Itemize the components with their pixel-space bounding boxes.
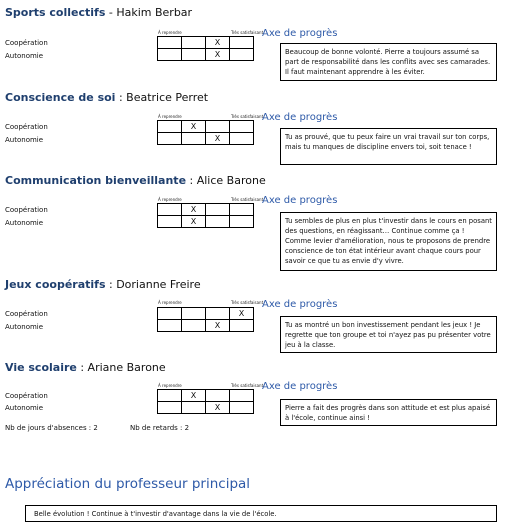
- principal-title: Appréciation du professeur principal: [5, 476, 251, 492]
- rating-cell: [182, 133, 206, 145]
- rating-row: [158, 320, 254, 332]
- scale-low-label: À reprendre: [158, 197, 182, 202]
- rating-cell: [158, 402, 182, 414]
- rating-cell: [182, 308, 206, 320]
- rating-row: [158, 121, 254, 133]
- rating-cell: X: [182, 121, 206, 133]
- teacher-name: : Dorianne Freire: [105, 278, 201, 291]
- rating-grid: [157, 120, 254, 145]
- rating-cell: [158, 216, 182, 228]
- rating-cell: [182, 320, 206, 332]
- scale-low-label: À reprendre: [158, 30, 182, 35]
- rating-cell: [182, 49, 206, 61]
- rating-cell: X: [206, 402, 230, 414]
- rating-cell: [158, 121, 182, 133]
- absences-count: Nb de jours d'absences : 2: [5, 424, 98, 432]
- criterion-label: Coopération: [5, 123, 48, 131]
- comment-box: Tu as prouvé, que tu peux faire un vrai travail sur ton corps, mais tu manques de discipline envers toi, soit tenace !: [280, 128, 497, 165]
- rating-cell: [158, 49, 182, 61]
- axe-de-progres-label: Axe de progrès: [262, 112, 338, 123]
- rating-grid: [157, 307, 254, 332]
- rating-row: [158, 308, 254, 320]
- comment-box: Beaucoup de bonne volonté. Pierre a toujours assumé sa part de responsabilité dans les conflits avec ses camarades. Il faut maintenant apprendre à les éviter.: [280, 43, 497, 81]
- scale-low-label: À reprendre: [158, 114, 182, 119]
- rating-cell: [158, 133, 182, 145]
- subject-name: Sports collectifs: [5, 6, 106, 19]
- rating-cell: [206, 121, 230, 133]
- rating-cell: [158, 37, 182, 49]
- teacher-name: : Beatrice Perret: [115, 91, 209, 104]
- rating-cell: [230, 390, 254, 402]
- criterion-label: Autonomie: [5, 136, 44, 144]
- section-title: [5, 174, 266, 187]
- rating-cell: [206, 390, 230, 402]
- rating-cell: [158, 204, 182, 216]
- rating-cell: X: [206, 133, 230, 145]
- rating-row: [158, 390, 254, 402]
- section-title: [5, 361, 166, 374]
- teacher-name: - Hakim Berbar: [105, 6, 193, 19]
- rating-cell: [158, 320, 182, 332]
- rating-row: [158, 204, 254, 216]
- rating-row: [158, 216, 254, 228]
- rating-cell: [230, 216, 254, 228]
- criterion-label: Coopération: [5, 310, 48, 318]
- rating-row: [158, 49, 254, 61]
- rating-cell: [206, 308, 230, 320]
- rating-cell: [230, 121, 254, 133]
- criterion-label: Coopération: [5, 392, 48, 400]
- criterion-label: Autonomie: [5, 52, 44, 60]
- section-title: [5, 278, 201, 291]
- axe-de-progres-label: Axe de progrès: [262, 28, 338, 39]
- rating-cell: X: [206, 320, 230, 332]
- rating-cell: [206, 216, 230, 228]
- axe-de-progres-label: Axe de progrès: [262, 195, 338, 206]
- rating-cell: [230, 402, 254, 414]
- rating-cell: X: [230, 308, 254, 320]
- scale-high-label: Très satisfaisant: [231, 114, 264, 119]
- rating-row: [158, 133, 254, 145]
- subject-name: Jeux coopératifs: [5, 278, 106, 291]
- scale-low-label: À reprendre: [158, 300, 182, 305]
- rating-row: [158, 402, 254, 414]
- rating-cell: [230, 133, 254, 145]
- rating-row: [158, 37, 254, 49]
- section-title: [5, 91, 208, 104]
- rating-cell: X: [206, 37, 230, 49]
- principal-comment-box: Belle évolution ! Continue à t'investir d'avantage dans la vie de l'école.: [25, 505, 497, 522]
- teacher-name: : Alice Barone: [186, 174, 266, 187]
- rating-cell: [230, 49, 254, 61]
- scale-high-label: Très satisfaisant: [231, 383, 264, 388]
- rating-cell: [158, 390, 182, 402]
- criterion-label: Autonomie: [5, 404, 44, 412]
- comment-box: Pierre a fait des progrès dans son attitude et est plus apaisé à l'école, continue ainsi !: [280, 399, 497, 426]
- rating-grid: [157, 36, 254, 61]
- criterion-label: Coopération: [5, 39, 48, 47]
- criterion-label: Coopération: [5, 206, 48, 214]
- subject-name: Conscience de soi: [5, 91, 116, 104]
- axe-de-progres-label: Axe de progrès: [262, 299, 338, 310]
- rating-cell: X: [182, 204, 206, 216]
- scale-high-label: Très satisfaisant: [231, 300, 264, 305]
- scale-high-label: Très satisfaisant: [231, 30, 264, 35]
- rating-cell: X: [182, 390, 206, 402]
- criterion-label: Autonomie: [5, 323, 44, 331]
- section-title: [5, 6, 192, 19]
- subject-name: Communication bienveillante: [5, 174, 187, 187]
- rating-cell: [230, 320, 254, 332]
- rating-cell: [206, 204, 230, 216]
- retards-count: Nb de retards : 2: [130, 424, 190, 432]
- rating-cell: [182, 37, 206, 49]
- rating-grid: [157, 389, 254, 414]
- comment-box: Tu sembles de plus en plus t'investir dans le cours en posant des questions, en réagissant… Continue comme ça ! Comme levier d'amélioration, nous te proposons de prendre conscience de ton état intérieur avant chaque cours pour savoir ce que tu as envie d'y vivre.: [280, 212, 497, 271]
- teacher-name: : Ariane Barone: [76, 361, 166, 374]
- axe-de-progres-label: Axe de progrès: [262, 381, 338, 392]
- rating-cell: X: [206, 49, 230, 61]
- rating-grid: [157, 203, 254, 228]
- criterion-label: Autonomie: [5, 219, 44, 227]
- scale-high-label: Très satisfaisant: [231, 197, 264, 202]
- rating-cell: [230, 204, 254, 216]
- comment-box: Tu as montré un bon investissement pendant les jeux ! Je regrette que ton groupe et toi n'ayez pas pu présenter votre jeu à la classe.: [280, 316, 497, 353]
- scale-low-label: À reprendre: [158, 383, 182, 388]
- rating-cell: [182, 402, 206, 414]
- rating-cell: X: [182, 216, 206, 228]
- subject-name: Vie scolaire: [5, 361, 77, 374]
- rating-cell: [158, 308, 182, 320]
- rating-cell: [230, 37, 254, 49]
